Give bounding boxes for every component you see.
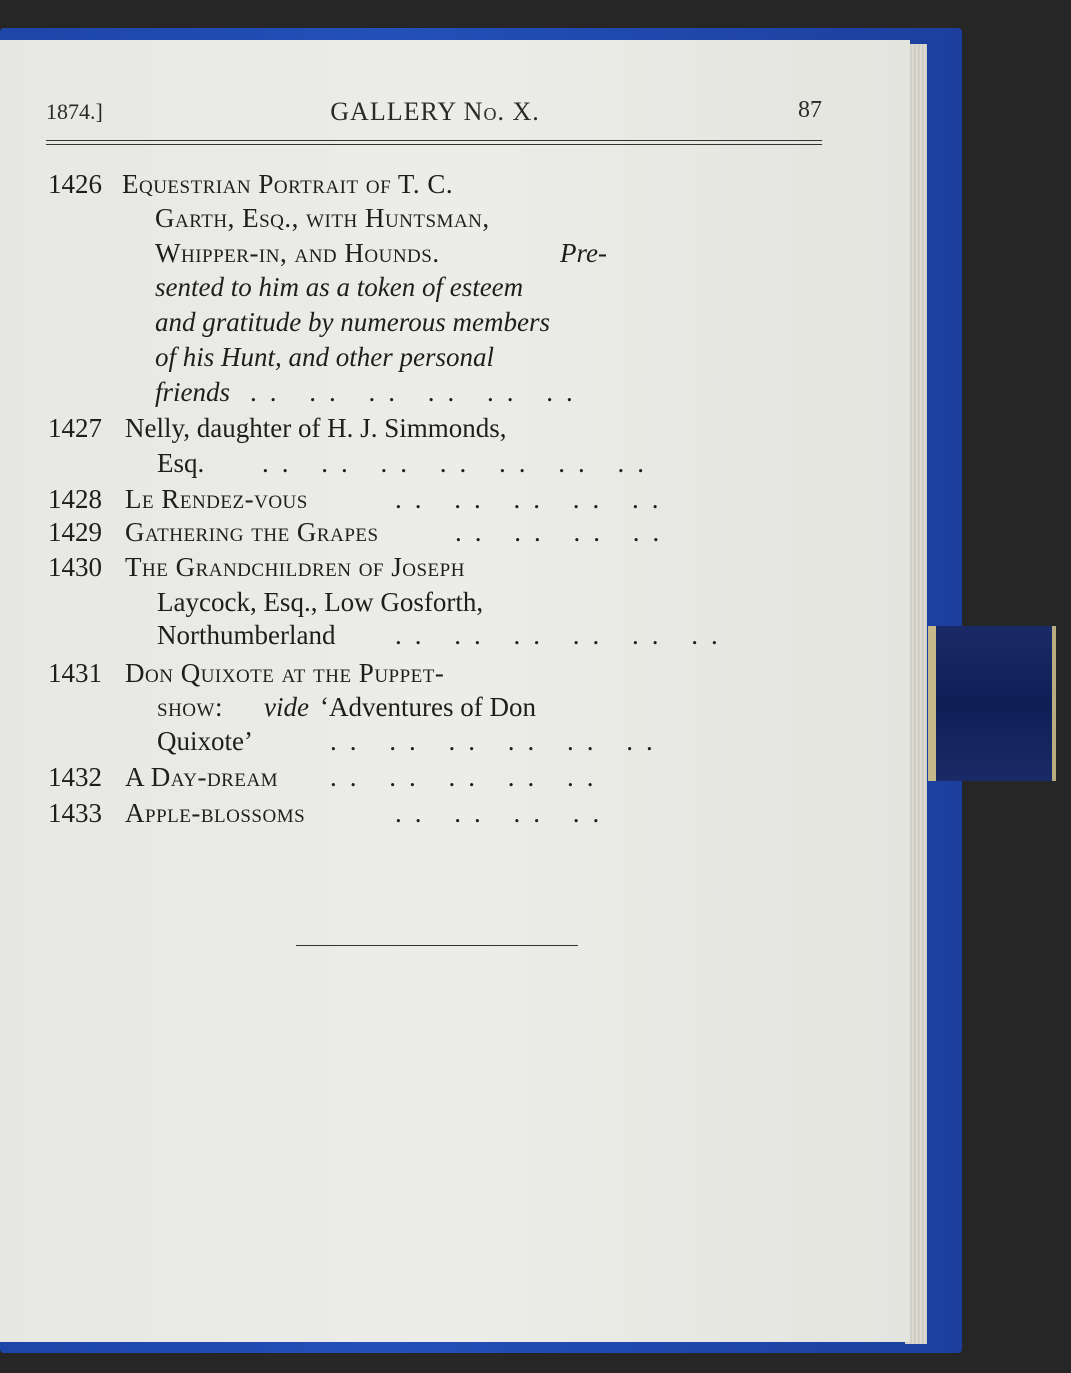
- entry-title-line: Garth, Esq., with Huntsman,: [155, 203, 490, 233]
- entry-note-line: friends: [155, 377, 231, 407]
- entry-number: 1427: [48, 413, 102, 443]
- leader-dots: .. .. .. .. .. ..: [330, 726, 666, 756]
- entry-number: 1432: [48, 762, 102, 792]
- leader-dots: .. .. .. ..: [395, 798, 613, 828]
- page-number: 87: [798, 97, 822, 123]
- leader-dots: .. .. .. ..: [455, 517, 673, 547]
- entry-title-line: The Grandchildren of Joseph: [125, 552, 465, 582]
- entry-number: 1429: [48, 517, 102, 547]
- leader-dots: .. .. .. .. ..: [330, 762, 607, 792]
- entry-title-line: Gathering the Grapes: [125, 517, 379, 547]
- entry-note-line: of his Hunt, and other personal: [155, 342, 495, 372]
- entry-note-line: and gratitude by numerous members: [155, 307, 550, 337]
- entry-number: 1430: [48, 552, 102, 582]
- section-end-rule: [296, 945, 578, 946]
- entry-note-line: Pre-: [560, 238, 607, 268]
- entry-title-line: A Day-dream: [125, 762, 279, 792]
- header-year: 1874.]: [46, 99, 103, 124]
- entry-number: 1433: [48, 798, 102, 828]
- entry-title-line: Equestrian Portrait of T. C.: [122, 169, 454, 199]
- entry-title-line: show:: [157, 692, 223, 722]
- entry-note-line: vide: [264, 692, 309, 722]
- entry-title-line: ‘Adventures of Don: [320, 692, 536, 722]
- entry-note-line: sented to him as a token of esteem: [155, 272, 524, 302]
- entry-title-line: Whipper-in, and Hounds.: [155, 238, 440, 268]
- bookmark-ribbon[interactable]: [928, 626, 1056, 781]
- entry-title-line: Northumberland: [157, 620, 336, 650]
- page-header: [46, 93, 824, 133]
- entry-number: 1426: [48, 169, 102, 199]
- header-rule-top: [46, 140, 822, 141]
- entry-title-line: Nelly, daughter of H. J. Simmonds,: [125, 413, 507, 443]
- entry-number: 1428: [48, 484, 102, 514]
- entry-title-line: Esq.: [157, 448, 205, 478]
- entry-title-line: Quixote’: [157, 726, 253, 756]
- entry-title-line: Laycock, Esq., Low Gosforth,: [157, 587, 484, 617]
- leader-dots: .. .. .. .. .. ..: [395, 620, 731, 650]
- entry-title-line: Don Quixote at the Puppet-: [125, 658, 445, 688]
- header-rule-bottom: [46, 144, 822, 145]
- entry-title-line: Apple-blossoms: [125, 798, 306, 828]
- entry-number: 1431: [48, 658, 102, 688]
- leader-dots: .. .. .. .. ..: [395, 484, 672, 514]
- leader-dots: .. .. .. .. .. ..: [250, 377, 586, 407]
- leader-dots: .. .. .. .. .. .. ..: [262, 448, 657, 478]
- entry-title-line: Le Rendez-vous: [125, 484, 308, 514]
- header-title: GALLERY No. X.: [330, 97, 540, 126]
